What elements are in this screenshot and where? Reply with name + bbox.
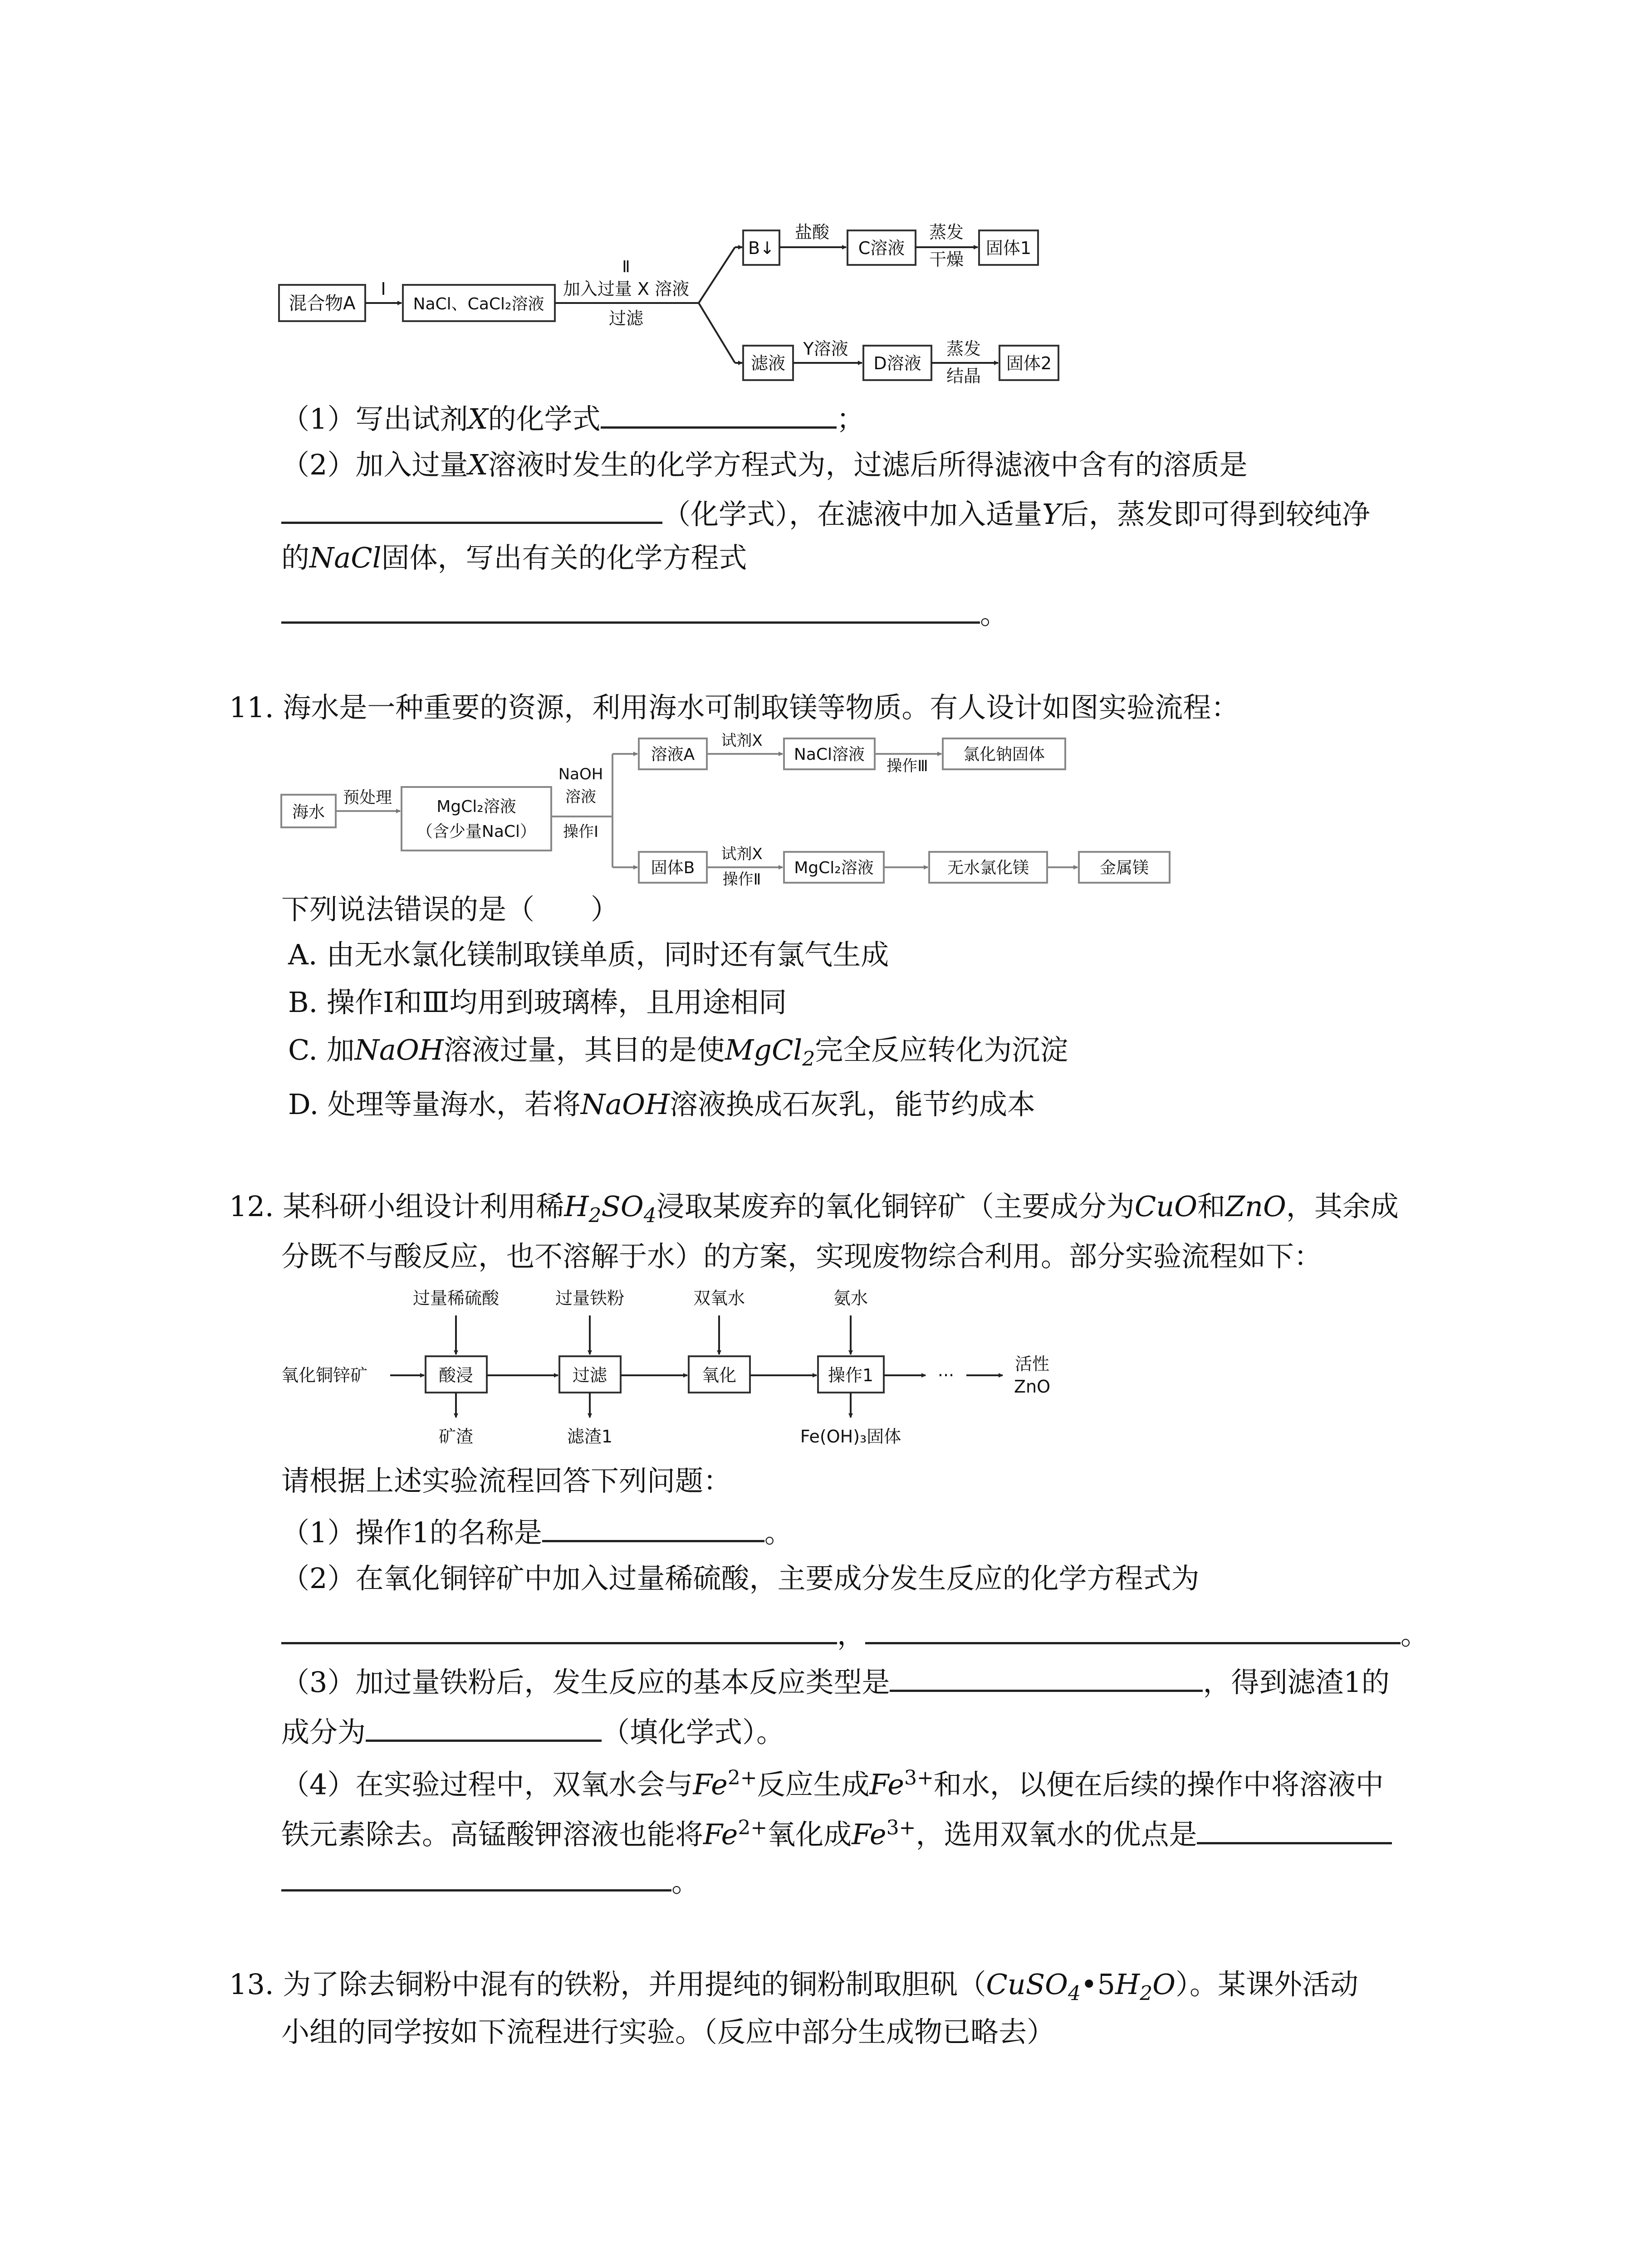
dry-label: 干燥 (929, 249, 964, 269)
hcl-label: 盐酸 (794, 222, 830, 242)
q12-part4-line2: 铁元素除去。高锰酸钾溶液也能将$Fe^{2+}$氧化成$Fe^{3+}$，选用双氧水的优点是 (281, 1810, 1392, 1853)
naoh-solution-label: 溶液 (565, 788, 596, 806)
op3-label: 操作Ⅲ (887, 757, 928, 775)
mgcl2-solution-label: MgCl₂溶液 (436, 797, 516, 816)
add-x-label: 加入过量 X 溶液 (563, 279, 690, 299)
q12-part4-line3: 。 (281, 1862, 700, 1900)
pretreat-label: 预处理 (343, 788, 392, 807)
oxidize-label: 氧化 (701, 1365, 737, 1385)
q10-part2-line2: （化学式），在滤液中加入适量Y后，蒸发即可得到较纯净 (281, 494, 1370, 533)
seawater-label: 海水 (292, 803, 325, 821)
q11-option-c: C. 加NaOH溶液过量，其目的是使MgCl$_2$完全反应转化为沉淀 (288, 1033, 1068, 1071)
evaporate-label-2: 蒸发 (946, 339, 981, 359)
crystallize-label: 结晶 (946, 366, 981, 386)
q12-stem-line1: 12. 某科研小组设计利用稀$H_2SO_4$浸取某废弃的氧化铜锌矿（主要成分为CuO和ZnO，其余成 (229, 1190, 1399, 1227)
nacl-solution-label: NaCl溶液 (794, 745, 865, 764)
q12-part4-line1: （4）在实验过程中，双氧水会与$Fe^{2+}$反应生成$Fe^{3+}$和水，以便在后续的操作中将溶液中 (281, 1766, 1384, 1801)
residue-1-label: 滤渣1 (567, 1427, 613, 1447)
h2o2-label: 双氧水 (693, 1288, 745, 1308)
q10-part2-line1: （2）加入过量X溶液时发生的化学方程式为，过滤后所得滤液中含有的溶质是 (281, 448, 1248, 481)
residue-label: 矿渣 (438, 1427, 474, 1447)
q12-part1: （1）操作1的名称是 。 (281, 1513, 793, 1551)
q11-option-a: A. 由无水氯化镁制取镁单质，同时还有氯气生成 (288, 938, 889, 971)
excess-iron-label: 过量铁粉 (555, 1288, 625, 1308)
q12-part2: （2）在氧化铜锌矿中加入过量稀硫酸，主要成分发生反应的化学方程式为 (281, 1562, 1200, 1595)
mgcl2-note-label: （含少量NaCl） (416, 822, 537, 841)
reagent-x-label-2: 试剂X (721, 845, 763, 863)
ore-label: 氧化铜锌矿 (281, 1365, 368, 1385)
nacl-solid-label: 氯化钠固体 (963, 745, 1045, 764)
solid-1-label: 固体1 (985, 238, 1032, 258)
q13-stem-line2: 小组的同学按如下流程进行实验。（反应中部分生成物已略去） (281, 2015, 1055, 2048)
anhydrous-mgcl2-label: 无水氯化镁 (947, 859, 1029, 877)
q11-option-d: D. 处理等量海水，若将NaOH溶液换成石灰乳，能节约成本 (288, 1088, 1036, 1121)
naoh-label: NaOH (558, 765, 603, 783)
zno-label: ZnO (1014, 1377, 1051, 1397)
op2-label: 操作Ⅱ (722, 870, 761, 889)
q13-stem-line1: 13. 为了除去铜粉中混有的铁粉，并用提纯的铜粉制取胆矾$(CuSO_4•5H_2O)$。某课外活动 (229, 1968, 1358, 2005)
mgcl2-sol-label: MgCl₂溶液 (794, 859, 874, 877)
y-solution-label: Y溶液 (803, 339, 848, 359)
solid-2-label: 固体2 (1006, 353, 1052, 373)
solution-a-label: 溶液A (651, 745, 695, 764)
ellipsis-label: ··· (937, 1365, 955, 1385)
operation-1-label: 操作1 (828, 1365, 874, 1385)
q12-part3-line2: 成分为 （填化学式）。 (281, 1712, 784, 1750)
c-solution-label: C溶液 (858, 238, 905, 258)
q12-part3-line1: （3）加过量铁粉后，发生反应的基本反应类型是 ，得到滤渣1的 (281, 1662, 1390, 1701)
filter-box-label: 过滤 (572, 1365, 607, 1385)
mixture-a-label: 混合物A (289, 293, 356, 314)
q10-part1: （1）写出试剂X的化学式 ； (281, 399, 865, 437)
step-2-label: Ⅱ (622, 258, 630, 276)
excess-acid-label: 过量稀硫酸 (412, 1288, 500, 1308)
solution-label: NaCl、CaCl₂溶液 (413, 295, 544, 313)
acid-leach-label: 酸浸 (438, 1365, 474, 1385)
feoh3-label: Fe(OH)₃固体 (800, 1427, 901, 1447)
q12-ask: 请根据上述实验流程回答下列问题： (281, 1464, 732, 1497)
metal-mg-label: 金属镁 (1099, 859, 1149, 877)
q11-option-b: B. 操作Ⅰ和Ⅲ均用到玻璃棒，且用途相同 (288, 986, 787, 1019)
ammonia-label: 氨水 (833, 1288, 868, 1308)
step-1-label: Ⅰ (381, 279, 386, 299)
reagent-x-label-1: 试剂X (721, 732, 763, 750)
b-precipitate-label: B↓ (748, 238, 774, 258)
op1-label: 操作Ⅰ (563, 823, 599, 841)
q11-question: 下列说法错误的是（ ） (281, 893, 619, 926)
q10-part2-line4: 。 (281, 594, 1008, 632)
q10-part2-line3: 的NaCl固体，写出有关的化学方程式 (281, 541, 747, 574)
q12-stem-line2: 分既不与酸反应，也不溶解于水）的方案，实现废物综合利用。部分实验流程如下： (281, 1240, 1323, 1273)
filtrate-label: 滤液 (750, 353, 786, 373)
q12-part2-blanks: ， 。 (281, 1615, 1429, 1653)
active-label: 活性 (1014, 1354, 1050, 1374)
filter-label: 过滤 (608, 308, 644, 328)
evaporate-label-1: 蒸发 (929, 222, 964, 242)
q11-stem: 11. 海水是一种重要的资源，利用海水可制取镁等物质。有人设计如图实验流程： (229, 691, 1239, 724)
solid-b-label: 固体B (651, 859, 695, 877)
d-solution-label: D溶液 (873, 353, 921, 373)
